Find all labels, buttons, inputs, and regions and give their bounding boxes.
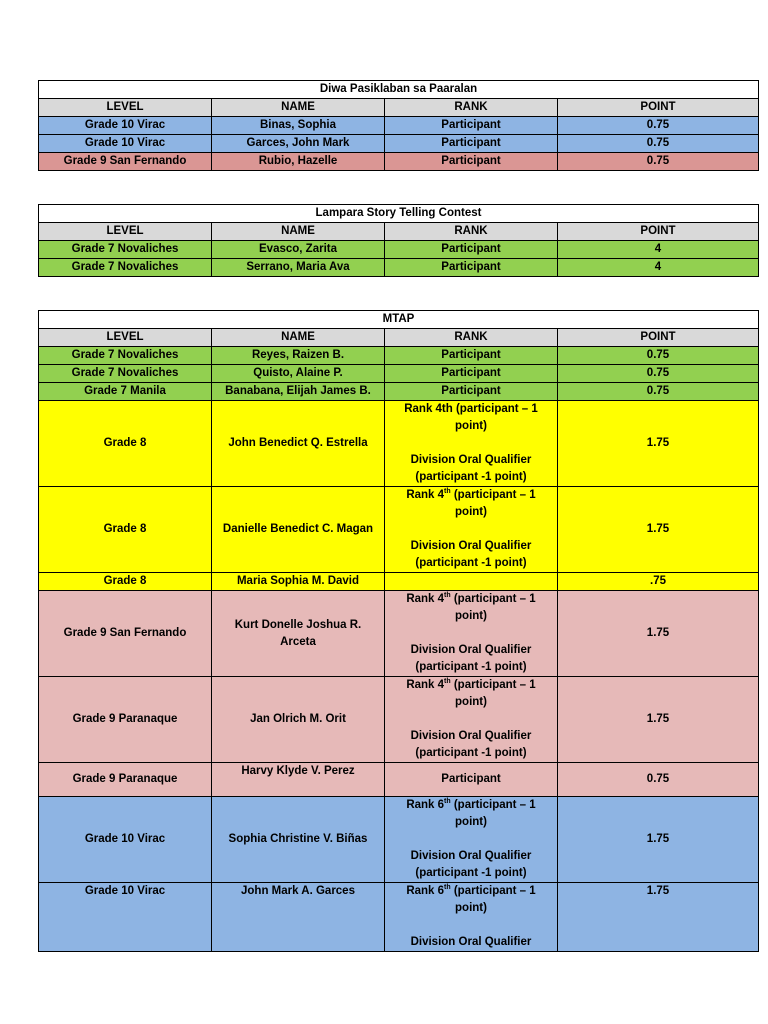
rank-cell: Participant: [385, 347, 558, 365]
level-cell: Grade 9 San Fernando: [39, 153, 212, 171]
table-row: [39, 347, 759, 365]
rank-qualifier: Division Oral Qualifier (participant -1 point): [410, 454, 532, 483]
rank-line: Rank 6th (participant – 1 point): [406, 798, 536, 828]
level-cell: Grade 7 Novaliches: [39, 365, 212, 383]
name-cell: Reyes, Raizen B.: [212, 347, 385, 365]
rank-cell: Participant: [385, 117, 558, 135]
name-cell: John Mark A. Garces: [212, 883, 385, 952]
level-header: LEVEL: [39, 223, 212, 241]
rank-cell: Participant: [385, 383, 558, 401]
name-cell: Quisto, Alaine P.: [212, 365, 385, 383]
table-title: MTAP: [39, 311, 759, 329]
name-cell: Binas, Sophia: [212, 117, 385, 135]
rank-cell: Participant: [385, 241, 558, 259]
lampara-story-telling-table: [38, 204, 759, 277]
table-row: [39, 135, 759, 153]
name-header: NAME: [212, 329, 385, 347]
point-cell: 1.75: [558, 883, 759, 952]
level-cell: Grade 9 Paranaque: [39, 677, 212, 763]
level-cell: Grade 8: [39, 401, 212, 487]
rank-cell: [385, 677, 558, 763]
level-cell: Grade 8: [39, 573, 212, 591]
point-cell: 1.75: [558, 591, 759, 677]
rank-qualifier: Division Oral Qualifier (participant -1 point): [410, 730, 532, 759]
point-cell: 1.75: [558, 401, 759, 487]
name-cell: Banabana, Elijah James B.: [212, 383, 385, 401]
rank-cell: [385, 797, 558, 883]
table-row: [39, 487, 759, 573]
table-row: [39, 259, 759, 277]
point-header: POINT: [558, 223, 759, 241]
point-cell: .75: [558, 573, 759, 591]
rank-cell: [385, 487, 558, 573]
point-header: POINT: [558, 329, 759, 347]
rank-line: Rank 4th (participant – 1 point): [406, 488, 536, 518]
table-row: [39, 153, 759, 171]
table-row: [39, 797, 759, 883]
diwa-pasiklaban-table: [38, 80, 759, 171]
point-cell: 0.75: [558, 763, 759, 797]
rank-cell: [385, 591, 558, 677]
table-row: [39, 401, 759, 487]
table-row: [39, 383, 759, 401]
level-cell: Grade 7 Novaliches: [39, 347, 212, 365]
rank-qualifier: Division Oral Qualifier: [410, 936, 532, 948]
rank-qualifier: Division Oral Qualifier (participant -1 point): [410, 540, 532, 569]
point-cell: 1.75: [558, 797, 759, 883]
table-row: [39, 241, 759, 259]
point-cell: 4: [558, 259, 759, 277]
level-cell: Grade 8: [39, 487, 212, 573]
table-row: [39, 677, 759, 763]
rank-line: Rank 6th (participant – 1 point): [406, 884, 536, 914]
rank-line: Rank 4th (participant – 1 point): [406, 678, 536, 708]
mtap-table: [38, 310, 759, 952]
point-cell: 0.75: [558, 347, 759, 365]
table-row: [39, 763, 759, 797]
point-cell: 4: [558, 241, 759, 259]
point-header: POINT: [558, 99, 759, 117]
rank-cell: Participant: [385, 259, 558, 277]
point-cell: 0.75: [558, 383, 759, 401]
rank-header: RANK: [385, 329, 558, 347]
level-cell: Grade 9 Paranaque: [39, 763, 212, 797]
table-row: [39, 573, 759, 591]
level-cell: Grade 7 Manila: [39, 383, 212, 401]
level-cell: Grade 10 Virac: [39, 883, 212, 952]
name-header: NAME: [212, 223, 385, 241]
rank-cell: [385, 883, 558, 952]
point-cell: 0.75: [558, 117, 759, 135]
rank-cell: Participant: [385, 365, 558, 383]
point-cell: 0.75: [558, 153, 759, 171]
rank-qualifier: Division Oral Qualifier (participant -1 point): [410, 644, 532, 673]
table-row: [39, 591, 759, 677]
point-cell: 0.75: [558, 135, 759, 153]
level-cell: Grade 10 Virac: [39, 117, 212, 135]
name-cell: Harvy Klyde V. Perez: [212, 763, 385, 797]
name-cell: John Benedict Q. Estrella: [212, 401, 385, 487]
name-cell: Sophia Christine V. Biñas: [212, 797, 385, 883]
level-cell: Grade 7 Novaliches: [39, 259, 212, 277]
name-header: NAME: [212, 99, 385, 117]
point-cell: 1.75: [558, 487, 759, 573]
point-cell: 1.75: [558, 677, 759, 763]
rank-header: RANK: [385, 223, 558, 241]
table-row: [39, 117, 759, 135]
table-row: [39, 365, 759, 383]
name-cell: Evasco, Zarita: [212, 241, 385, 259]
name-cell: Serrano, Maria Ava: [212, 259, 385, 277]
level-cell: Grade 7 Novaliches: [39, 241, 212, 259]
name-cell: Garces, John Mark: [212, 135, 385, 153]
level-cell: Grade 10 Virac: [39, 135, 212, 153]
rank-line: Rank 4th (participant – 1 point): [404, 403, 538, 432]
name-cell: Danielle Benedict C. Magan: [212, 487, 385, 573]
point-cell: 0.75: [558, 365, 759, 383]
name-cell: Jan Olrich M. Orit: [212, 677, 385, 763]
rank-cell: Participant: [385, 763, 558, 797]
rank-cell: [385, 401, 558, 487]
rank-qualifier: Division Oral Qualifier (participant -1 point): [410, 850, 532, 879]
level-header: LEVEL: [39, 329, 212, 347]
rank-line: Rank 4th (participant – 1 point): [406, 592, 536, 622]
name-cell: Maria Sophia M. David: [212, 573, 385, 591]
name-cell: Rubio, Hazelle: [212, 153, 385, 171]
rank-cell: [385, 573, 558, 591]
name-cell: Kurt Donelle Joshua R. Arceta: [212, 591, 385, 677]
rank-cell: Participant: [385, 135, 558, 153]
table-title: Diwa Pasiklaban sa Paaralan: [39, 81, 759, 99]
rank-header: RANK: [385, 99, 558, 117]
level-header: LEVEL: [39, 99, 212, 117]
table-title: Lampara Story Telling Contest: [39, 205, 759, 223]
rank-cell: Participant: [385, 153, 558, 171]
level-cell: Grade 10 Virac: [39, 797, 212, 883]
level-cell: Grade 9 San Fernando: [39, 591, 212, 677]
table-row: [39, 883, 759, 952]
